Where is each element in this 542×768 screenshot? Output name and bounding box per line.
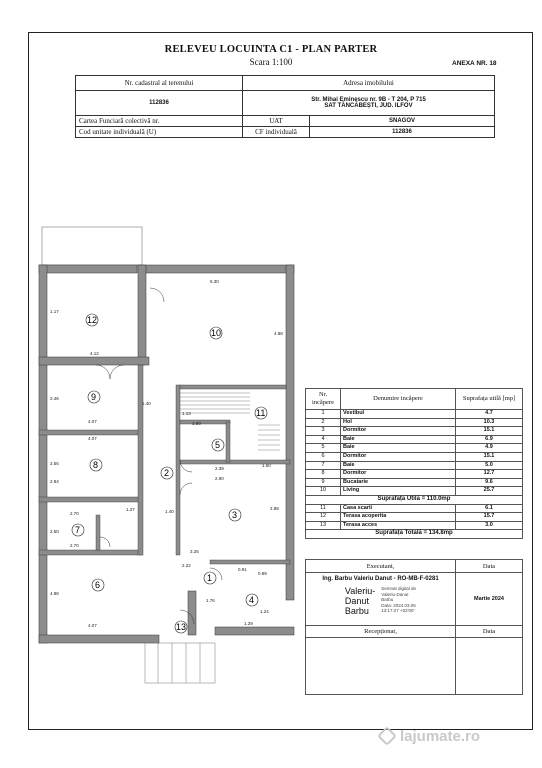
digital-signature: [308, 586, 453, 616]
entrance-steps: [145, 643, 215, 683]
grand-area-total: Suprafața Totală = 134.8mp: [306, 530, 523, 539]
room-name: Terasa acoperita: [341, 513, 456, 522]
rooms-table: [305, 388, 523, 539]
dim-label: 2.70: [70, 543, 79, 548]
room-area: 25.7: [456, 487, 523, 496]
dim-label: 2.56: [50, 461, 59, 466]
dim-label: 4.07: [88, 623, 97, 628]
room-label-8: 8: [93, 460, 99, 470]
table-total-row: [306, 495, 523, 504]
table-row: [306, 504, 523, 513]
dim-label: 1.17: [50, 309, 59, 314]
dim-label: 1.40: [142, 401, 151, 406]
signer-name-line: Danut: [344, 596, 369, 606]
dim-label: 0.91: [238, 567, 247, 572]
cf-individual-value: 112836: [310, 127, 495, 138]
room-label-13: 13: [176, 622, 187, 632]
room-number: 2: [306, 418, 341, 427]
room-name: Dormitor: [341, 427, 456, 436]
uat-value: SNAGOV: [310, 116, 495, 127]
signature-note-line: Semnat digital de: [381, 586, 417, 591]
room-name: Dormitor: [341, 470, 456, 479]
signer-name-line: Barbu: [344, 606, 369, 616]
dim-label: 3.26: [190, 549, 199, 554]
floor-plan: [30, 225, 300, 685]
room-name: Baie: [341, 444, 456, 453]
table-total-row: [306, 530, 523, 539]
annex-label: ANEXA NR. 18: [452, 60, 497, 67]
uat-label: UAT: [243, 116, 310, 127]
dim-label: 4.12: [90, 351, 99, 356]
room-name: Living: [341, 487, 456, 496]
room-label-4: 4: [249, 595, 255, 605]
watermark: lajumate.ro: [400, 728, 481, 745]
page-title: RELEVEU LOCUINTA C1 - PLAN PARTER: [164, 44, 378, 55]
dim-label: 2.90: [215, 476, 224, 481]
dim-label: 2.50: [50, 529, 59, 534]
room-number: 9: [306, 478, 341, 487]
signature-note: [381, 586, 416, 616]
signature-table: [305, 559, 523, 695]
dim-label: 2.22: [182, 563, 191, 568]
room-number: 11: [306, 504, 341, 513]
dim-label: 1.27: [126, 507, 135, 512]
room-label-10: 10: [211, 328, 222, 338]
room-number: 12: [306, 513, 341, 522]
dim-label: 2.84: [50, 479, 59, 484]
rooms-table-container: [305, 388, 523, 539]
room-name: Casa scarii: [341, 504, 456, 513]
dim-label: 0.89: [258, 571, 267, 576]
dim-label: 1.76: [206, 598, 215, 603]
signature-note-line: 13:17:27 +02'00': [381, 608, 415, 613]
table-row: [306, 478, 523, 487]
room-area: 4.7: [456, 410, 523, 419]
dim-label: 1.13: [182, 411, 191, 416]
room-label-12: 12: [87, 315, 98, 325]
room-name: Vestibul: [341, 410, 456, 419]
dim-label: 2.88: [270, 506, 279, 511]
table-row: [306, 418, 523, 427]
cf-individual-label: CF individuală: [243, 127, 310, 138]
table-row: [306, 427, 523, 436]
table-row: [306, 461, 523, 470]
room-area: 15.1: [456, 452, 523, 461]
date-value: Martie 2024: [456, 573, 523, 626]
room-label-5: 5: [215, 440, 221, 450]
signer-name: [345, 586, 375, 616]
room-area: 15.1: [456, 427, 523, 436]
table-row: [306, 452, 523, 461]
address-value: [243, 91, 495, 116]
signature-note-line: Barbu: [381, 597, 394, 602]
col-area-header: Suprafața utilă [mp]: [456, 389, 523, 410]
dim-label: 5.30: [210, 279, 219, 284]
room-name: Terasa acces: [341, 521, 456, 530]
room-area: 15.7: [456, 513, 523, 522]
receptionist-label: Recepționat,: [306, 626, 456, 638]
dim-label: 1.40: [165, 509, 174, 514]
room-number: 1: [306, 410, 341, 419]
room-label-2: 2: [164, 468, 170, 478]
date-label: Data: [456, 560, 523, 573]
room-name: Bucatarie: [341, 478, 456, 487]
room-label-1: 1: [207, 573, 213, 583]
executant-label: Executant,: [306, 560, 456, 573]
scale-label: Scara 1:100: [249, 57, 293, 67]
room-area: 4.9: [456, 444, 523, 453]
dim-label: 4.07: [88, 436, 97, 441]
table-row: [306, 487, 523, 496]
address-label: Adresa imobilului: [243, 76, 495, 91]
dim-label: 4.88: [50, 591, 59, 596]
room-area: 6.1: [456, 504, 523, 513]
signature-note-line: Data: 2024.03.05: [381, 602, 416, 608]
date-label-2: Data: [456, 626, 523, 638]
table-row: [306, 513, 523, 522]
room-number: 6: [306, 452, 341, 461]
engineer-name: Ing. Barbu Valeriu Danut - RO-MB-F-0281: [322, 576, 439, 582]
dim-label: 1.29: [244, 621, 253, 626]
signer-name-line: Valeriu-: [344, 586, 376, 596]
room-name: Baie: [341, 461, 456, 470]
room-label-11: 11: [256, 408, 266, 418]
dim-label: 4.88: [274, 331, 283, 336]
col-nr-header: Nr. incăpere: [306, 389, 341, 410]
table-row: [306, 435, 523, 444]
cadastral-value: 112836: [76, 91, 243, 116]
table-row: [306, 521, 523, 530]
address-line-1: Str. Mihai Eminescu nr. 9B - T 204, P 715: [311, 97, 426, 103]
useful-area-total: Suprafața Utilă = 110.0mp: [306, 495, 523, 504]
executant-cell: [306, 573, 456, 626]
room-area: 9.6: [456, 478, 523, 487]
dim-label: 1.50: [262, 463, 271, 468]
receptionist-date-cell: [456, 638, 523, 695]
room-label-9: 9: [91, 392, 97, 402]
room-area: 10.3: [456, 418, 523, 427]
cadastral-label: Nr. cadastral al terenului: [76, 76, 243, 91]
room-area: 6.9: [456, 435, 523, 444]
col-name-header: Denumire incăpere: [341, 389, 456, 410]
room-number: 7: [306, 461, 341, 470]
table-row: [306, 410, 523, 419]
room-label-7: 7: [75, 525, 81, 535]
room-number: 3: [306, 427, 341, 436]
room-name: Dormitor: [341, 452, 456, 461]
room-number: 10: [306, 487, 341, 496]
room-label-6: 6: [95, 580, 101, 590]
room-number: 4: [306, 435, 341, 444]
dim-label: 2.39: [215, 466, 224, 471]
room-area: 3.0: [456, 521, 523, 530]
room-number: 8: [306, 470, 341, 479]
door-swings: [96, 288, 222, 624]
dimension-labels: [50, 279, 283, 628]
table-row: [306, 470, 523, 479]
property-header-table: [75, 75, 495, 138]
receptionist-signature-cell: [306, 638, 456, 695]
dim-label: 1.24: [260, 609, 269, 614]
table-row: [306, 444, 523, 453]
dim-label: 2.46: [50, 396, 59, 401]
dim-label: 1.80: [192, 421, 201, 426]
room-number: 13: [306, 521, 341, 530]
address-line-2: SAT TĂNCĂBEȘTI, JUD. ILFOV: [324, 103, 413, 109]
dim-label: 4.07: [88, 419, 97, 424]
rooms-table-body: [306, 410, 523, 539]
dim-label: 2.70: [70, 511, 79, 516]
room-name: Hol: [341, 418, 456, 427]
room-label-3: 3: [232, 510, 238, 520]
room-area: 5.0: [456, 461, 523, 470]
room-name: Baie: [341, 435, 456, 444]
signature-note-line: Valeriu-Danut: [381, 591, 409, 597]
unit-code-label: Cod unitate individuală (U): [76, 127, 243, 138]
room-number: 5: [306, 444, 341, 453]
cf-collective-label: Cartea Funciară colectivă nr.: [76, 116, 243, 127]
room-area: 12.7: [456, 470, 523, 479]
